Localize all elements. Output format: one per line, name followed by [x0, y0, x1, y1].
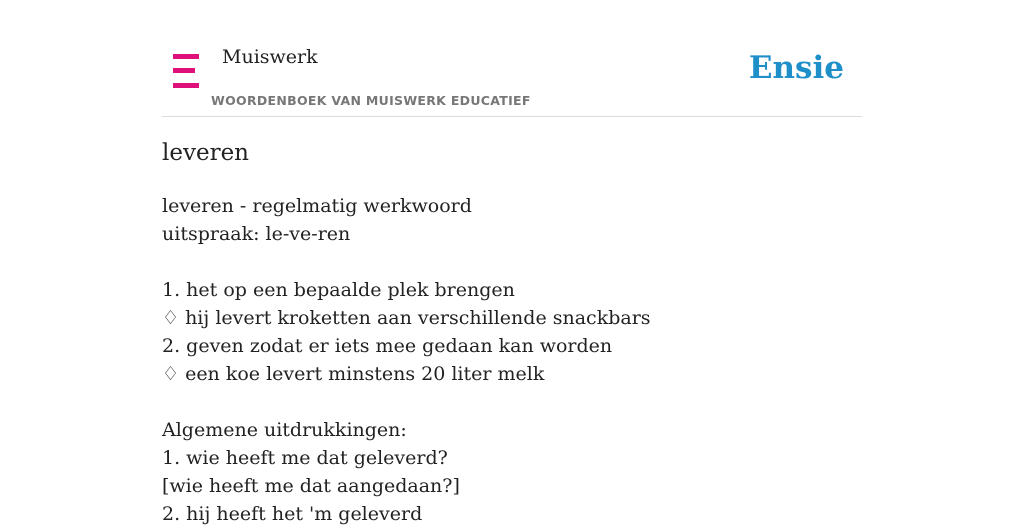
definition-line-blank	[162, 248, 651, 276]
definition-line-blank	[162, 388, 651, 416]
expression-1-explanation: [wie heeft me dat aangedaan?]	[162, 475, 460, 497]
muiswerk-logo-icon[interactable]	[173, 54, 199, 88]
ensie-logo-link[interactable]: Ensie	[748, 50, 844, 86]
definition-example-1: ♢ hij levert kroketten aan verschillende snackbars	[162, 307, 651, 329]
site-subtitle: WOORDENBOEK VAN MUISWERK EDUCATIEF	[211, 93, 531, 108]
logo-bar-bottom	[173, 83, 199, 88]
page-container	[162, 0, 862, 525]
site-name[interactable]: Muiswerk	[222, 46, 318, 68]
definition-example-2: ♢ een koe levert minstens 20 liter melk	[162, 363, 545, 385]
logo-bar-top	[173, 54, 199, 59]
definition-meaning-2: 2. geven zodat er iets mee gedaan kan worden	[162, 335, 613, 357]
expressions-heading: Algemene uitdrukkingen:	[162, 419, 407, 441]
definition-line-word-type: leveren - regelmatig werkwoord	[162, 195, 472, 217]
logo-bar-middle	[173, 68, 195, 73]
site-header	[162, 0, 862, 117]
entry-definition	[162, 192, 651, 528]
expression-1: 1. wie heeft me dat geleverd?	[162, 447, 448, 469]
definition-meaning-1: 1. het op een bepaalde plek brengen	[162, 279, 515, 301]
definition-line-pronunciation: uitspraak: le-ve-ren	[162, 223, 351, 245]
expression-2: 2. hij heeft het 'm geleverd	[162, 503, 423, 525]
entry-title: leveren	[162, 140, 249, 166]
